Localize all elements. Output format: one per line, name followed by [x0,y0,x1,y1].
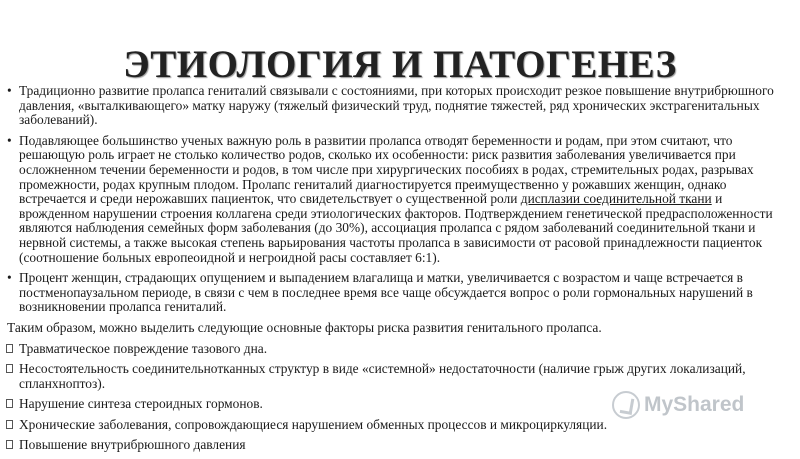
factor-item [6,362,786,391]
checkbox-icon [6,364,13,373]
factor-text: Несостоятельность соединительнотканных структур в виде «системной» недостаточности (наличие грыж других локализаций, спланхноптоз). [19,361,746,391]
checkbox-icon [6,399,13,408]
summary-text: Таким образом, можно выделить следующие основные факторы риска развития генитального пролапса. [7,319,602,335]
factor-item [6,342,786,357]
factor-text: Повышение внутрибрюшного давления [19,437,246,453]
factor-text: Хронические заболевания, сопровождающиеся нарушением обменных процессов и микроциркуляции. [19,416,608,432]
watermark [612,391,744,419]
bullet-item [6,271,786,315]
bullet-dot: • [7,132,12,148]
checkbox-icon [6,420,13,429]
bullet-text: Процент женщин, страдающих опущением и выпадением влагалища и матки, увеличивается с возрастом и чаще встречается в постменопаузальном периоде, в связи с чем в последнее время все чаще обсуждается вопрос о роли гормональных нарушений в возникновении пролапса гениталий. [19,270,753,315]
bullet-text-before: Подавляющее большинство ученых важную роль в развитии пролапса отводят беременности и родам, при этом считают, что решающую роль играет не столько количество родов, сколько их особенности: риск развития заболевания увеличивается при осложненном течении беременности и родов, в том числе при хирургических пособиях в родах, стремительных родах, разрывах промежности, родах крупным плодом. Пролапс гениталий диагностируется преимущественно у рожавших женщин, однако встречается и среди нерожавших пациенток, что свидетельствует о существенной роли [19,132,754,207]
watermark-text: MyShared [644,393,745,416]
factor-item [6,438,786,453]
bullet-dot: • [7,83,12,98]
bullet-text-after: и врожденном нарушении строения коллагена среди этиологических факторов. Подтверждением генетической предрасположенности являются наблюдения семейных форм заболевания (до 30%), ассоциация пролапса с рядом заболеваний соединительной ткани и нервной системы, а также высокая степень варьирования частоты пролапса в зависимости от расовой принадлежности пациенток (соотношение больных европеоидной и негроидной расы составляет 6:1). [19,191,773,265]
checkbox-icon [6,344,13,353]
factor-item [6,418,786,433]
bullet-text: Традиционно развитие пролапса гениталий связывали с состояниями, при которых происходит резкое повышение внутрибрюшного давления, «выталкивающего» матку наружу (тяжелый физический труд, поднятие тяжестей, ряд хронических экстрагенитальных заболеваний). [19,83,774,128]
bullet-dot: • [7,270,12,286]
watermark-logo-icon [612,391,640,419]
bullet-item [6,134,786,265]
underlined-term: дисплазии соединительной ткани [520,191,712,207]
slide-title: ЭТИОЛОГИЯ И ПАТОГЕНЕЗ [123,43,677,86]
factor-text: Нарушение синтеза стероидных гормонов. [19,396,263,412]
checkbox-icon [6,440,13,449]
bullet-item [6,84,786,128]
factor-text: Травматическое повреждение тазового дна. [19,340,268,356]
